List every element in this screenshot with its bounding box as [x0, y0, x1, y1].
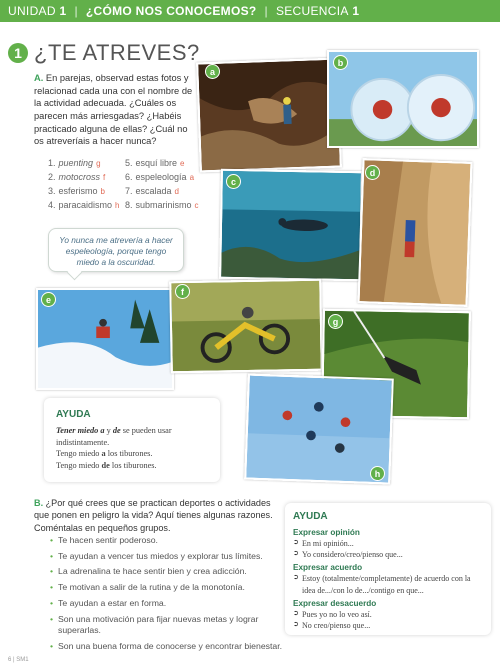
sequence-label: SECUENCIA: [275, 4, 349, 18]
photo-b-zorbing: [327, 50, 479, 148]
photo-label-f: f: [175, 284, 190, 299]
help-box-opinions: [285, 503, 491, 635]
help-example: Tengo miedo a los tiburones.: [56, 449, 153, 459]
photo-label-g: g: [328, 314, 343, 329]
agreement-phrase: ➲ Estoy (totalmente/completamente) de acuerdo con la idea de.../con lo de.../contigo en que...: [293, 573, 483, 595]
disagreement-heading: Expresar desacuerdo: [293, 598, 377, 608]
reasons-list: [50, 535, 286, 657]
photo-e-skiing: [36, 288, 174, 390]
opinion-phrase: ➲ En mi opinión...: [293, 538, 483, 549]
photo-c-diving: [219, 169, 363, 281]
reason-item: • Te ayudan a estar en forma.: [50, 598, 286, 610]
section-number-badge: 1: [8, 43, 28, 63]
photo-label-d: d: [365, 165, 380, 180]
photo-label-c: c: [226, 174, 241, 189]
page-number: 6: [8, 657, 12, 663]
speech-bubble: Yo nunca me atrevería a hacer espeleología, porque tengo miedo a la oscuridad.: [48, 228, 184, 272]
disagreement-phrase: ➲ Pues yo no lo veo así.: [293, 609, 483, 620]
part-a-letter: A.: [34, 73, 44, 83]
unit-number: 1: [59, 4, 67, 18]
activity-item: 8. submarinismo c: [125, 200, 199, 210]
part-b-letter: B.: [34, 498, 44, 508]
help-box-title: AYUDA: [293, 511, 328, 522]
photo-label-h: h: [370, 466, 385, 481]
part-b-instructions: [34, 497, 280, 534]
reason-item: • Son una motivación para fijar nuevas metas y lograr superarlas.: [50, 614, 286, 637]
help-box-title: AYUDA: [56, 409, 91, 420]
help-box-fear: [44, 398, 220, 482]
unit-label: UNIDAD: [8, 4, 56, 18]
reason-item: • Te ayudan a vencer tus miedos y explorar tus límites.: [50, 551, 286, 563]
reason-item: • Son una buena forma de conocerse y encontrar bienestar.: [50, 641, 286, 653]
section-title: ¿TE ATREVES?: [34, 40, 200, 65]
activity-item: 1. puenting g: [48, 158, 101, 168]
opinion-heading: Expresar opinión: [293, 527, 360, 537]
photo-label-b: b: [333, 55, 348, 70]
help-note: Tener miedo a y de se pueden usar indistintamente.: [56, 426, 172, 447]
unit-title: ¿CÓMO NOS CONOCEMOS?: [85, 4, 257, 18]
photo-f-motocross: [169, 279, 323, 374]
footer-text: | SM1: [13, 657, 29, 663]
reason-item: • Te motivan a salir de la rutina y de la monotonía.: [50, 582, 286, 594]
photo-d-climbing: [358, 158, 473, 307]
part-a-text: En parejas, observad estas fotos y relacionad cada una con el nombre de la actividad adecuada. ¿Cuáles os parecen más arriesgadas? ¿Habéis practicado alguna de ellas? ¿Cuál no os atreveríais a hacer nunca?: [34, 73, 193, 147]
agreement-heading: Expresar acuerdo: [293, 563, 363, 573]
activity-item: 2. motocross f: [48, 172, 106, 182]
activity-item: 7. escalada d: [125, 186, 179, 196]
photo-label-a: a: [205, 64, 220, 79]
activity-item: 3. esferismo b: [48, 186, 105, 196]
disagreement-phrase: ➲ No creo/pienso que...: [293, 620, 483, 631]
opinion-phrase: ➲ Yo considero/creo/pienso que...: [293, 549, 483, 560]
help-example: Tengo miedo de los tiburones.: [56, 460, 157, 470]
activity-item: 4. paracaidismo h: [48, 200, 120, 210]
unit-banner: UNIDAD 1 | ¿CÓMO NOS CONOCEMOS? | SECUENCIA 1: [0, 0, 500, 22]
activity-item: 6. espeleología a: [125, 172, 195, 182]
photo-label-e: e: [41, 292, 56, 307]
activity-item: 5. esquí libre e: [125, 158, 185, 168]
part-b-text: ¿Por qué crees que se practican deportes o actividades que ponen en peligro la vida? Aquí tienes algunas razones. Coméntalas en pequeños grupos.: [34, 498, 273, 533]
reason-item: • Te hacen sentir poderoso.: [50, 535, 286, 547]
reason-item: • La adrenalina te hace sentir bien y crea adicción.: [50, 566, 286, 578]
part-a-instructions: [34, 72, 199, 148]
page-footer: [8, 657, 29, 663]
sequence-number: 1: [352, 4, 360, 18]
